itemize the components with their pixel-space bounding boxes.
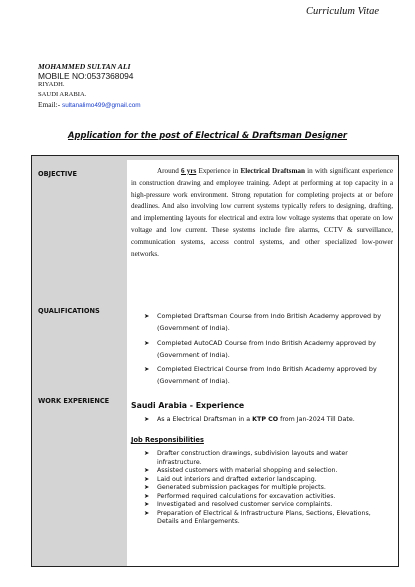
qualification-text: Completed AutoCAD Course from Indo British Academy approved by (Government of India).: [157, 338, 376, 359]
role-suffix: from Jan-2024 Till Date.: [278, 416, 355, 423]
list-item: [142, 363, 394, 387]
arrow-bullet-icon: ➤: [144, 484, 150, 491]
arrow-bullet-icon: ➤: [144, 416, 150, 423]
responsibility-text: Generated submission packages for multiple projects.: [157, 484, 326, 491]
document-title: Curriculum Vitae: [306, 6, 380, 17]
arrow-bullet-icon: ➤: [144, 338, 150, 347]
email-row: [38, 100, 141, 109]
responsibility-text: Assisted customers with material shopping and selection.: [157, 467, 338, 474]
role-list: [142, 415, 392, 424]
objective-years: 6 yrs: [181, 167, 197, 175]
arrow-bullet-icon: ➤: [144, 492, 150, 500]
responsibility-text: Investigated and resolved customer service complaints.: [157, 501, 333, 508]
arrow-bullet-icon: ➤: [144, 450, 150, 457]
arrow-bullet-icon: ➤: [144, 312, 150, 320]
list-item: [142, 493, 394, 502]
applicant-name: MOHAMMED SULTAN ALI: [38, 62, 131, 71]
email-link[interactable]: sultanalimo499@gmail.com: [62, 102, 141, 109]
objective-lead: Around: [157, 167, 181, 175]
mobile-number: MOBILE NO:0537368094: [38, 71, 134, 81]
list-item: [142, 467, 394, 476]
employer-heading: Saudi Arabia - Experience: [131, 401, 245, 410]
objective-role: Electrical Draftsman: [240, 167, 305, 175]
objective-label: OBJECTIVE: [38, 170, 77, 178]
application-title: Application for the post of Electrical & Draftsman Designer: [67, 130, 348, 140]
arrow-bullet-icon: ➤: [144, 501, 150, 508]
list-item: [142, 510, 394, 527]
country: SAUDI ARABIA.: [38, 91, 87, 98]
list-item: [142, 501, 394, 510]
objective-rest: in with significant experience in construction drawing and employee training. Adept at performing at top capacity in a high-pressure work environment. Strong reputation for completing projects at or before deadlines. And also involving low current systems typically refers to designing, drafting, and implementing layouts for electrical and extra low voltage systems that operate on low voltage and low current. These systems include fire alarms, CCTV & surveillance, communication systems, access control systems, and other specialized low-power networks.: [131, 167, 393, 258]
list-item: [142, 337, 394, 361]
list-item: [142, 484, 394, 493]
list-item: [142, 476, 394, 485]
responsibilities-list: [142, 450, 394, 527]
arrow-bullet-icon: ➤: [144, 467, 150, 474]
qualification-text: Completed Draftsman Course from Indo British Academy approved by (Government of India).: [157, 312, 381, 332]
list-item: [142, 310, 394, 334]
responsibility-text: Performed required calculations for excavation activities.: [157, 492, 336, 500]
list-item: [142, 415, 392, 424]
responsibility-text: Laid out interiors and drafted exterior landscaping.: [157, 475, 317, 483]
responsibility-text: Drafter construction drawings, subdivision layouts and water infrastructure.: [157, 450, 348, 466]
qualifications-list: [142, 310, 394, 390]
objective-mid: Experience in: [196, 167, 241, 175]
arrow-bullet-icon: ➤: [144, 475, 150, 483]
objective-text: [131, 166, 393, 260]
qualifications-label: QUALIFICATIONS: [38, 307, 100, 315]
responsibilities-heading: Job Responsibilities: [131, 436, 204, 444]
list-item: [142, 450, 394, 467]
arrow-bullet-icon: ➤: [144, 365, 150, 374]
city: RIYADH.: [38, 81, 65, 88]
email-label: Email:-: [38, 100, 63, 109]
qualification-text: Completed Electrical Course from Indo British Academy approved by (Government of India).: [157, 365, 377, 386]
section-label-column: [32, 160, 127, 566]
work-experience-label: WORK EXPERIENCE: [38, 397, 110, 405]
company-name: KTP CO: [252, 416, 279, 423]
role-prefix: As a Electrical Draftsman in a: [157, 416, 253, 423]
arrow-bullet-icon: ➤: [144, 509, 150, 517]
responsibility-text: Preparation of Electrical & Infrastructure Plans, Sections, Elevations, Details and Enlargements.: [157, 509, 371, 525]
